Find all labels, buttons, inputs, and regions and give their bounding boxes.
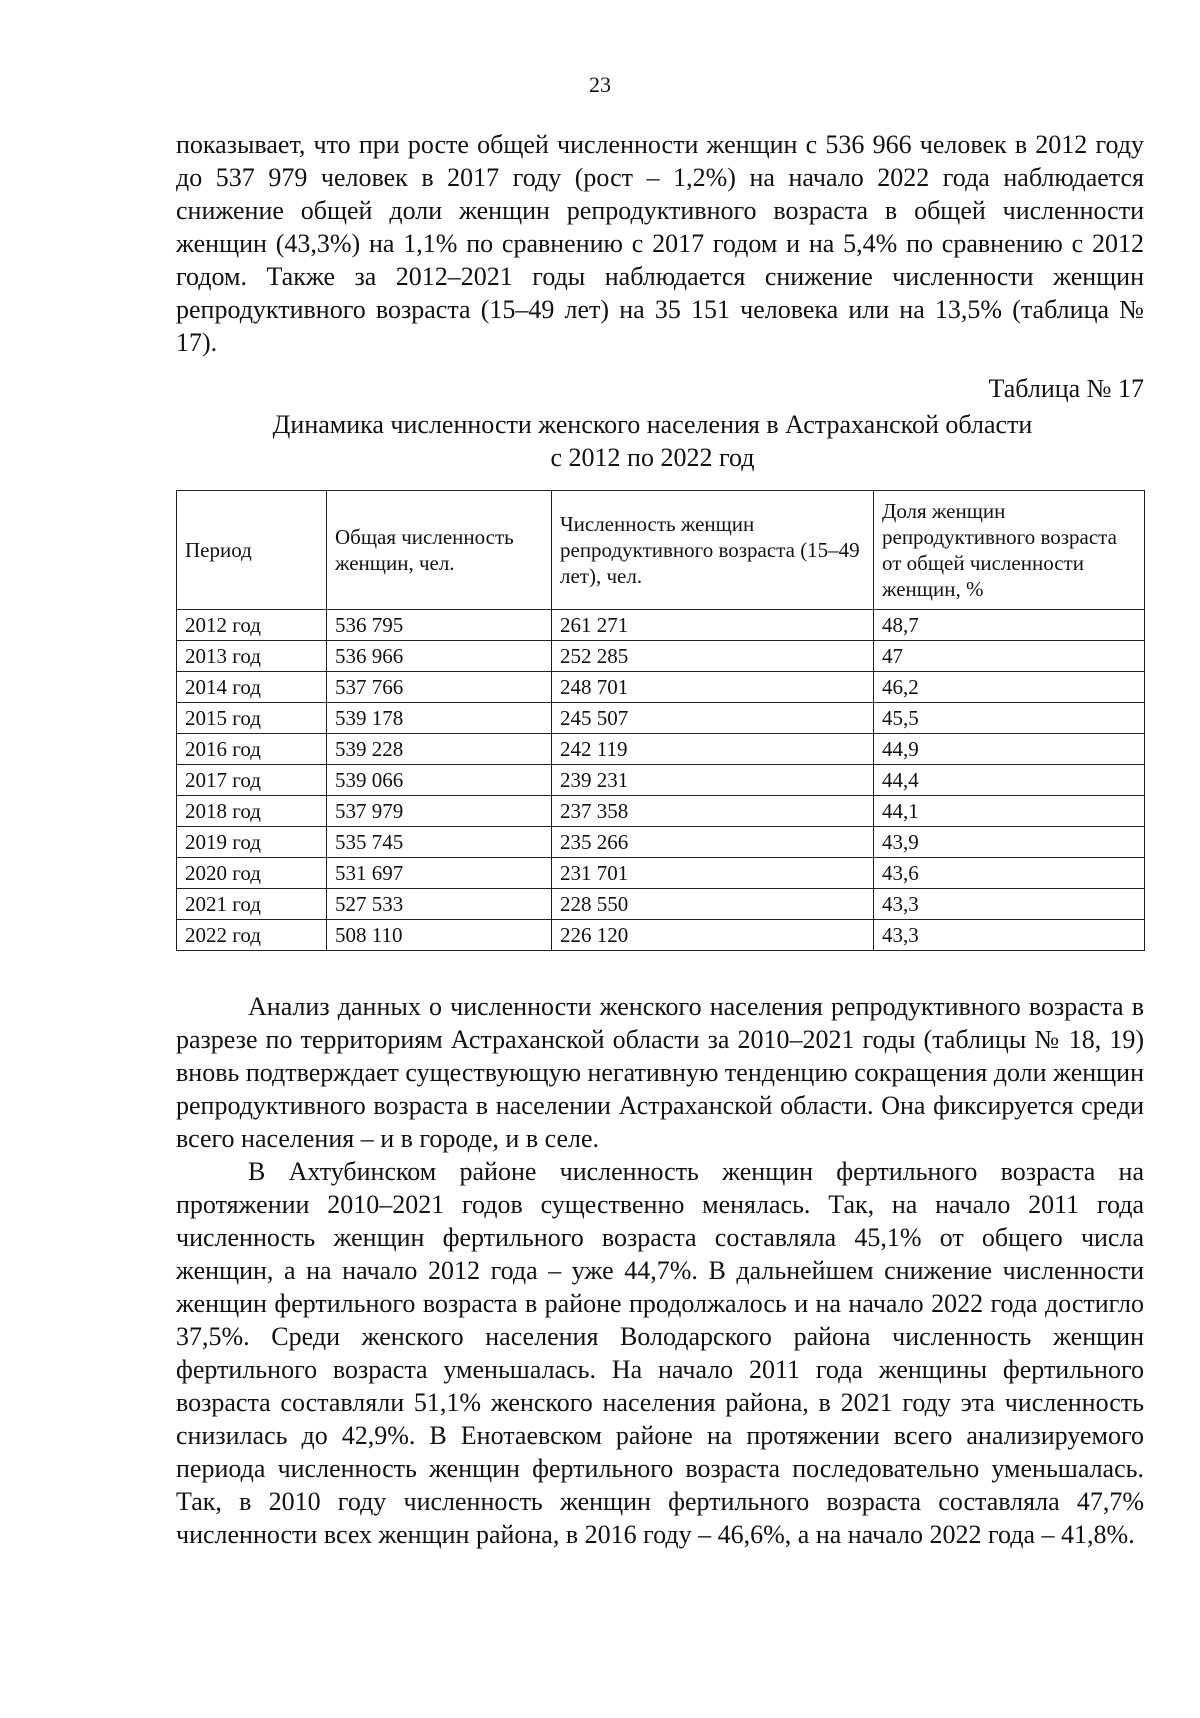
cell-share: 46,2 <box>874 672 1145 703</box>
table-number: Таблица № 17 <box>988 374 1144 403</box>
cell-total: 536 966 <box>327 641 552 672</box>
table-row <box>177 889 1145 920</box>
table-row <box>177 765 1145 796</box>
cell-total: 508 110 <box>327 920 552 951</box>
cell-period: 2016 год <box>177 734 327 765</box>
cell-share: 44,1 <box>874 796 1145 827</box>
cell-reproductive: 261 271 <box>552 610 874 641</box>
header-total-women: Общая численность женщин, чел. <box>327 491 552 610</box>
table-title-line-2: с 2012 по 2022 год <box>550 443 755 472</box>
cell-period: 2019 год <box>177 827 327 858</box>
table-row <box>177 827 1145 858</box>
paragraph-analysis: Анализ данных о численности женского населения репродуктивного возраста в разрезе по территориям Астраханской области за 2010–2021 годы (таблицы № 18, 19) вновь подтверждает существующую негативную тенденцию сокращения доли женщин репродуктивного возраста в населении Астраханской области. Она фиксируется среди всего населения – и в городе, и в селе. <box>176 992 1144 1153</box>
cell-total: 536 795 <box>327 610 552 641</box>
cell-share: 43,6 <box>874 858 1145 889</box>
table-row <box>177 858 1145 889</box>
cell-share: 48,7 <box>874 610 1145 641</box>
cell-reproductive: 237 358 <box>552 796 874 827</box>
table-title <box>160 408 1145 474</box>
cell-total: 539 178 <box>327 703 552 734</box>
header-reproductive-share: Доля женщин репродуктивного возраста от общей численности женщин, % <box>874 491 1145 610</box>
cell-total: 537 979 <box>327 796 552 827</box>
paragraph-districts: В Ахтубинском районе численность женщин фертильного возраста на протяжении 2010–2021 годов существенно менялась. Так, на начало 2011 года численность женщин фертильного возраста составляла 45,1% от общего числа женщин, а на начало 2012 года – уже 44,7%. В дальнейшем снижение численности женщин фертильного возраста в районе продолжалось и на начало 2022 года достигло 37,5%. Среди женского населения Володарского района численность женщин фертильного возраста уменьшалась. На начало 2011 года женщины фертильного возраста составляли 51,1% женского населения района, в 2021 году эта численность снизилась до 42,9%. В Енотаевском районе на протяжении всего анализируемого периода численность женщин фертильного возраста последовательно уменьшалась. Так, в 2010 году численность женщин фертильного возраста составляла 47,7% численности всех женщин района, в 2016 году – 46,6%, а на начало 2022 года – 41,8%. <box>176 1157 1144 1549</box>
cell-period: 2017 год <box>177 765 327 796</box>
cell-share: 45,5 <box>874 703 1145 734</box>
cell-share: 44,9 <box>874 734 1145 765</box>
cell-share: 43,3 <box>874 889 1145 920</box>
cell-total: 539 066 <box>327 765 552 796</box>
page-number: 23 <box>589 72 611 97</box>
table-row <box>177 703 1145 734</box>
table-row <box>177 920 1145 951</box>
cell-total: 531 697 <box>327 858 552 889</box>
cell-reproductive: 245 507 <box>552 703 874 734</box>
intro-paragraph: показывает, что при росте общей численности женщин с 536 966 человек в 2012 году до 537 979 человек в 2017 году (рост – 1,2%) на начало 2022 года наблюдается снижение общей доли женщин репродуктивного возраста в общей численности женщин (43,3%) на 1,1% по сравнению с 2017 годом и на 5,4% по сравнению с 2012 годом. Также за 2012–2021 годы наблюдается снижение численности женщин репродуктивного возраста (15–49 лет) на 35 151 человека или на 13,5% (таблица № 17). <box>176 130 1144 357</box>
cell-total: 539 228 <box>327 734 552 765</box>
population-table <box>176 490 1145 951</box>
cell-reproductive: 242 119 <box>552 734 874 765</box>
cell-period: 2022 год <box>177 920 327 951</box>
cell-reproductive: 228 550 <box>552 889 874 920</box>
table-row <box>177 672 1145 703</box>
table-title-line-1: Динамика численности женского населения в Астраханской области <box>272 410 1033 439</box>
cell-share: 47 <box>874 641 1145 672</box>
header-period: Период <box>177 491 327 610</box>
cell-period: 2012 год <box>177 610 327 641</box>
cell-reproductive: 226 120 <box>552 920 874 951</box>
cell-reproductive: 235 266 <box>552 827 874 858</box>
cell-period: 2018 год <box>177 796 327 827</box>
cell-reproductive: 231 701 <box>552 858 874 889</box>
intro-text <box>176 128 1144 359</box>
cell-share: 43,3 <box>874 920 1145 951</box>
table-row <box>177 610 1145 641</box>
header-reproductive-women: Численность женщин репродуктивного возраста (15–49 лет), чел. <box>552 491 874 610</box>
cell-share: 44,4 <box>874 765 1145 796</box>
cell-share: 43,9 <box>874 827 1145 858</box>
table-row <box>177 641 1145 672</box>
cell-total: 535 745 <box>327 827 552 858</box>
cell-total: 527 533 <box>327 889 552 920</box>
cell-period: 2013 год <box>177 641 327 672</box>
table-header-row <box>177 491 1145 610</box>
cell-period: 2020 год <box>177 858 327 889</box>
cell-period: 2021 год <box>177 889 327 920</box>
cell-reproductive: 239 231 <box>552 765 874 796</box>
cell-reproductive: 248 701 <box>552 672 874 703</box>
analysis-text <box>176 990 1144 1551</box>
cell-total: 537 766 <box>327 672 552 703</box>
cell-period: 2014 год <box>177 672 327 703</box>
cell-period: 2015 год <box>177 703 327 734</box>
table-row <box>177 734 1145 765</box>
cell-reproductive: 252 285 <box>552 641 874 672</box>
table-row <box>177 796 1145 827</box>
